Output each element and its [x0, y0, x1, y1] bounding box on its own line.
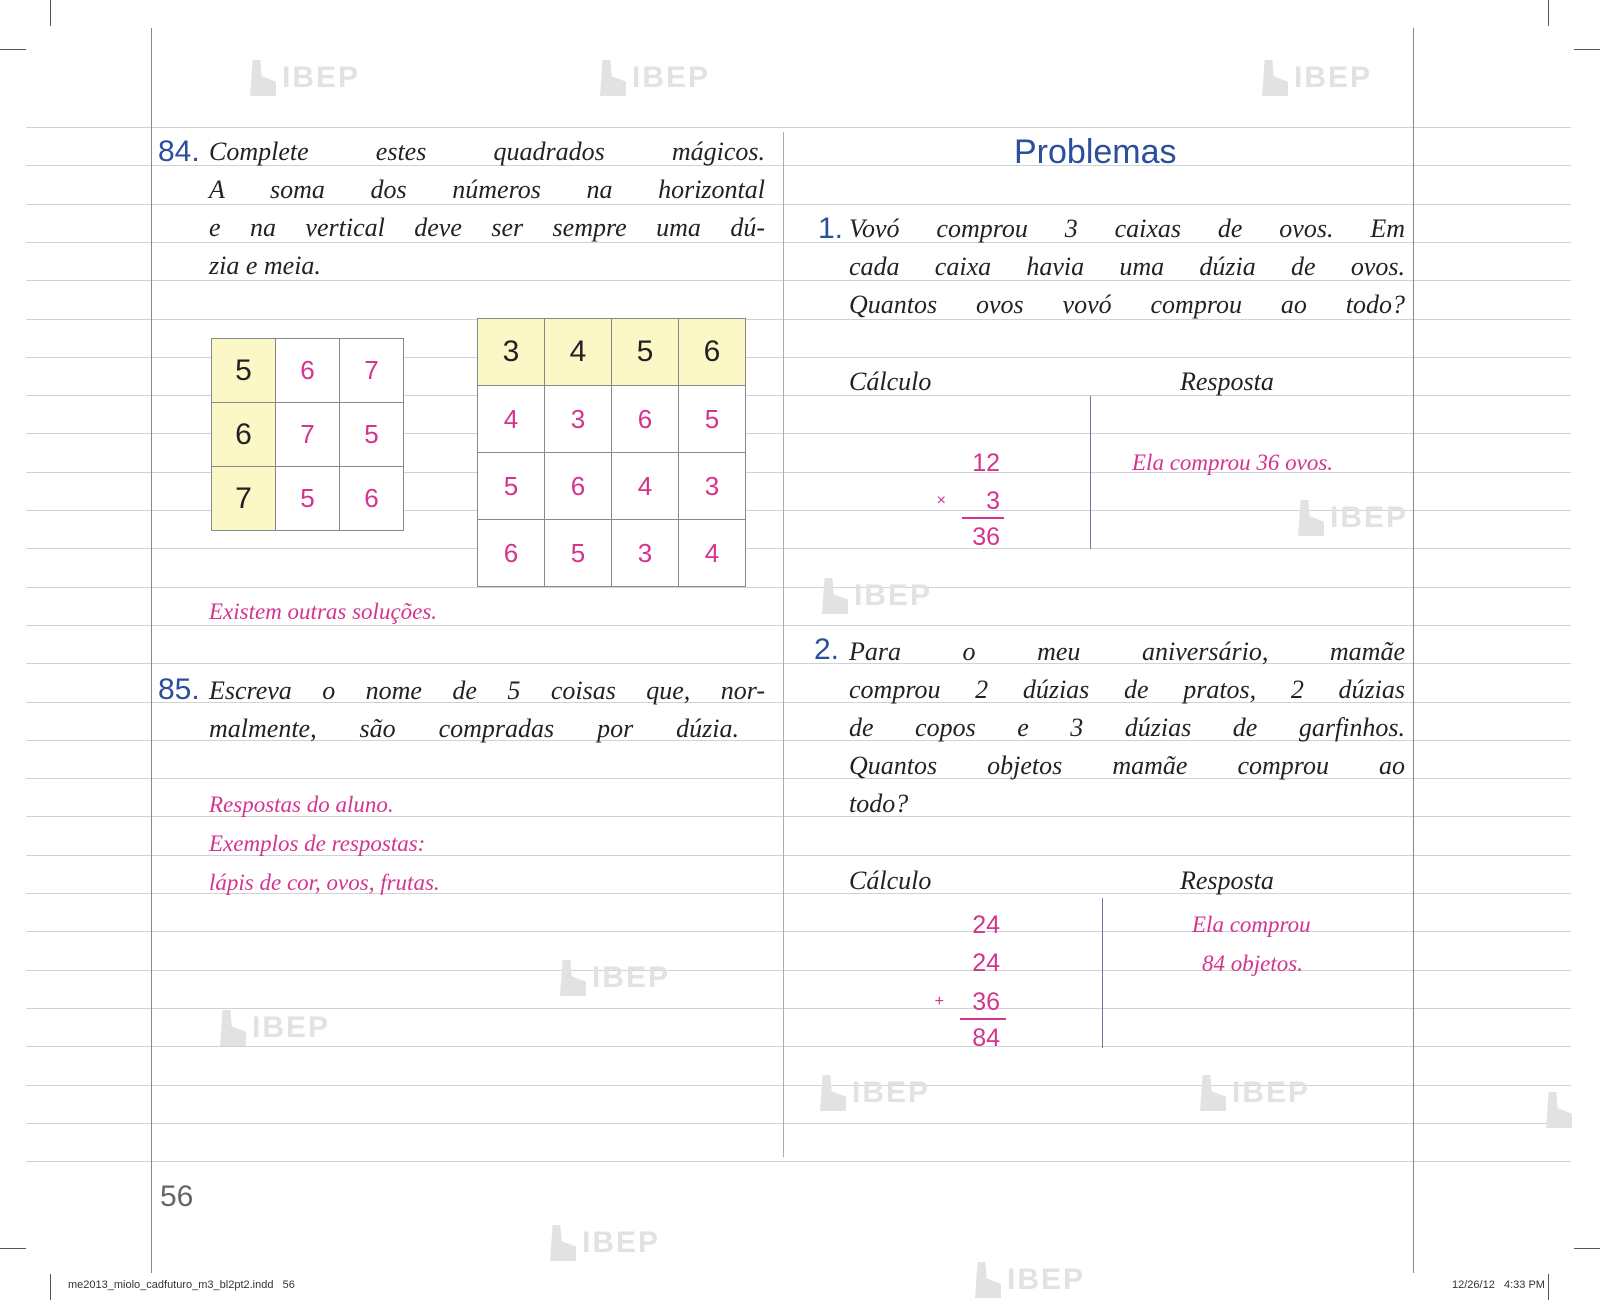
magic-square-4x4: [477, 318, 746, 587]
answer-cell: 4: [679, 520, 746, 587]
problem-1-number: 1.: [818, 212, 844, 245]
crop-mark: [1548, 1274, 1549, 1300]
calc-answer-divider: [1090, 396, 1091, 549]
problem-2-number: 2.: [814, 633, 840, 666]
crop-mark: [0, 1248, 26, 1249]
given-cell: 5: [212, 339, 276, 403]
left-margin-line: [151, 28, 152, 1273]
exercise-84-line: e na vertical deve ser sempre uma dú-: [209, 213, 765, 242]
calc-answer-divider: [1102, 898, 1103, 1048]
given-cell: 6: [679, 319, 746, 386]
crop-mark: [50, 1274, 51, 1300]
exercise-85-line: Escreva o nome de 5 coisas que, nor-: [209, 676, 765, 705]
exercise-85-line: malmente, são compradas por dúzia.: [209, 714, 739, 743]
crop-mark: [1548, 0, 1549, 26]
ruled-line: [26, 1046, 1571, 1047]
calc-result: 84: [972, 1024, 1000, 1052]
calc-label: Cálculo: [849, 367, 932, 396]
footer-date: 12/26/12 4:33 PM: [1452, 1279, 1545, 1291]
problem-1-answer: Ela comprou 36 ovos.: [1132, 450, 1334, 475]
problem-2-line: comprou 2 dúzias de pratos, 2 dúzias: [849, 675, 1405, 704]
page-number: 56: [160, 1180, 194, 1213]
calc-result: 36: [972, 523, 1000, 551]
ibep-watermark: IBEP: [560, 960, 670, 996]
answer-cell: 4: [478, 386, 545, 453]
answer-cell: 6: [478, 520, 545, 587]
exercise-85-answer: Exemplos de respostas:: [209, 831, 426, 856]
problem-1-line: Quantos ovos vovó comprou ao todo?: [849, 290, 1405, 319]
calc-result-line: [962, 517, 1004, 519]
calc-operand: 24: [972, 949, 1000, 977]
ibep-watermark: IBEP: [220, 1010, 330, 1046]
ibep-watermark: IBEP: [1298, 500, 1408, 536]
ibep-watermark: IBEP: [600, 60, 710, 96]
calc-label: Cálculo: [849, 866, 932, 895]
exercise-84-line: Complete estes quadrados mágicos.: [209, 137, 765, 166]
given-cell: 6: [212, 403, 276, 467]
given-cell: 4: [545, 319, 612, 386]
exercise-85-answer: lápis de cor, ovos, frutas.: [209, 870, 440, 895]
ibep-watermark: IBEP: [1200, 1075, 1310, 1111]
problem-2-line: de copos e 3 dúzias de garfinhos.: [849, 713, 1405, 742]
exercise-84-note: Existem outras soluções.: [209, 599, 438, 624]
problem-2-line: Quantos objetos mamãe comprou ao: [849, 751, 1405, 780]
crop-mark: [1574, 49, 1600, 50]
magic-square-3x3: [211, 338, 404, 531]
ibep-watermark: IBEP: [550, 1225, 660, 1261]
answer-cell: 5: [340, 403, 404, 467]
calc-operand: 3: [986, 487, 1000, 515]
calc-operator: +: [934, 993, 944, 1010]
problem-2-answer: Ela comprou: [1192, 912, 1311, 937]
given-cell: 7: [212, 467, 276, 531]
answer-cell: 6: [545, 453, 612, 520]
ruled-line: [26, 587, 1571, 588]
answer-cell: 3: [612, 520, 679, 587]
ibep-watermark: IBEP: [820, 1075, 930, 1111]
exercise-85-answer: Respostas do aluno.: [209, 792, 394, 817]
calc-operand: 36: [972, 988, 1000, 1016]
ruled-line: [26, 1008, 1571, 1009]
ruled-line: [26, 1123, 1571, 1124]
ibep-watermark: IBEP: [822, 578, 932, 614]
answer-cell: 6: [612, 386, 679, 453]
crop-mark: [1574, 1248, 1600, 1249]
ruled-line: [26, 931, 1571, 932]
exercise-84-number: 84.: [158, 135, 200, 168]
ibep-watermark: IBEP: [250, 60, 360, 96]
answer-cell: 6: [340, 467, 404, 531]
ruled-line: [26, 548, 1571, 549]
exercise-84-line: zia e meia.: [209, 251, 321, 280]
answer-cell: 3: [679, 453, 746, 520]
ruled-line: [26, 970, 1571, 971]
footer-filename: me2013_miolo_cadfuturo_m3_bl2pt2.indd 56: [68, 1279, 295, 1291]
crop-mark: [50, 0, 51, 26]
calc-operand: 12: [972, 449, 1000, 477]
answer-cell: 6: [276, 339, 340, 403]
problem-2-answer: 84 objetos.: [1202, 951, 1303, 976]
ibep-watermark: IBEP: [1262, 60, 1372, 96]
answer-cell: 5: [478, 453, 545, 520]
ruled-line: [26, 127, 1571, 128]
ibep-watermark: [1546, 1092, 1572, 1128]
answer-cell: 7: [340, 339, 404, 403]
ruled-line: [26, 1085, 1571, 1086]
answer-cell: 5: [276, 467, 340, 531]
calc-operand: 24: [972, 911, 1000, 939]
problem-1-line: cada caixa havia uma dúzia de ovos.: [849, 252, 1405, 281]
problem-2-line: Para o meu aniversário, mamãe: [849, 637, 1405, 666]
answer-cell: 3: [545, 386, 612, 453]
given-cell: 5: [612, 319, 679, 386]
crop-mark: [0, 49, 26, 50]
answer-label: Resposta: [1180, 367, 1274, 396]
answer-label: Resposta: [1180, 866, 1274, 895]
right-margin-line: [1413, 28, 1414, 1273]
problem-2-line: todo?: [849, 789, 909, 818]
ruled-line: [26, 1161, 1571, 1162]
given-cell: 3: [478, 319, 545, 386]
ibep-watermark: IBEP: [975, 1262, 1085, 1298]
answer-cell: 4: [612, 453, 679, 520]
answer-cell: 5: [679, 386, 746, 453]
exercise-85-number: 85.: [158, 673, 200, 706]
section-title: Problemas: [1014, 133, 1177, 171]
problem-1-line: Vovó comprou 3 caixas de ovos. Em: [849, 214, 1405, 243]
answer-cell: 5: [545, 520, 612, 587]
exercise-84-line: A soma dos números na horizontal: [209, 175, 765, 204]
calc-operator: ×: [936, 492, 946, 509]
answer-cell: 7: [276, 403, 340, 467]
center-divider: [783, 132, 784, 1157]
calc-result-line: [960, 1018, 1006, 1020]
